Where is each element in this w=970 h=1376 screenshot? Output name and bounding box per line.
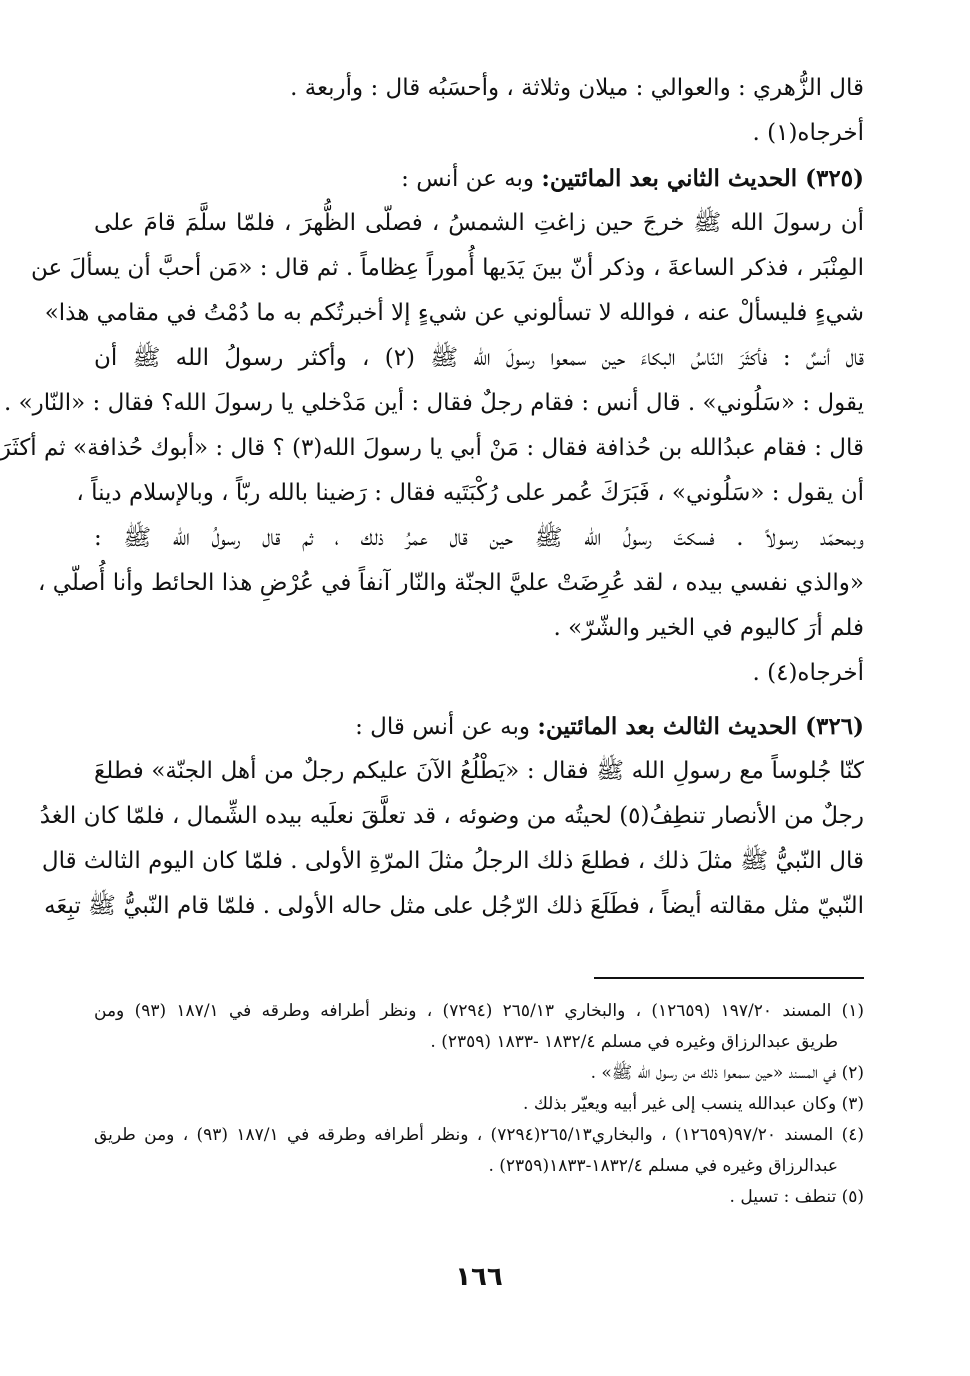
text-line-13: فلم أرَ كاليوم في الخير والشّرّ» .: [553, 615, 864, 641]
text-line-4: أن رسولَ الله ﷺ خرجَ حين زاغتِ الشمسُ ، فصلّى الظُّهرَ ، فلمّا سلَّمَ قامَ على: [94, 210, 864, 236]
footnote-4: (٤) المسند ٩٧/٢٠(١٢٦٥٩) ، والبخاري٢٦٥/١٣(٧٢٩٤) ، ونظر أطرافه وطرقه في ١٨٧/١ (٩٣) ، ومن طريق: [94, 1125, 865, 1145]
text-line-17: رجلٌ من الأنصار تنطِفُ(٥) لحيتُه من وضوئه ، قد تعلَّقَ نعلَيه بيده الشِّمال ، فلمّا كان الغدُ: [39, 803, 864, 829]
footnote-1: (١) المسند ١٩٧/٢٠ (١٢٦٥٩) ، والبخاري ٢٦٥/١٣ (٧٢٩٤) ، ونظر أطرافه وطرقه في ١٨٧/١ (٩٣) ومن: [94, 1001, 865, 1021]
footnote-1-continued: طريق عبدالرزاق وغيره في مسلم ١٨٣٢/٤ -١٨٣٣ (٢٣٥٩) .: [430, 1032, 838, 1052]
hadith-heading-326-title: (٣٢٦) الحديث الثالث بعد المائتين:: [537, 713, 864, 740]
text-line-7: قال أنسٌ : فأكثَرَ النّاسُ البكاءَ حين سمعوا رسولَ الله ﷺ (٢) ، وأكثر رسولُ الله ﷺ أن: [94, 345, 864, 371]
text-line-12: «والذي نفسي بيده ، لقد عُرِضَتْ عليَّ الجنّة والنّار آنفاً في عُرْضِ هذا الحائط وأنا أُصلّي ،: [37, 570, 864, 596]
text-line-5: المِنْبَر ، فذكر الساعةَ ، وذكر أنّ بينَ يَدَيها أُموراً عِظاماً . ثم قال : «مَن أحبَّ أن يسألَ عن: [30, 255, 864, 281]
footnote-2: (٢) في المسند «حين سمعوا ذلك من رسول الله ﷺ» .: [590, 1063, 864, 1083]
hadith-heading-326-rest: وبه عن أنس قال :: [355, 714, 538, 740]
footnote-5: (٥) تنطف : تسيل .: [729, 1187, 864, 1207]
footnote-4-continued: عبدالرزاق وغيره في مسلم ١٨٣٢/٤-١٨٣٣(٢٣٥٩) .: [488, 1156, 838, 1176]
text-line-16: كنّا جُلوساً مع رسولِ الله ﷺ فقال : «يَطْلُعُ الآنَ عليكم رجلٌ من أهل الجنّة» فطلعَ: [94, 758, 864, 784]
hadith-heading-326: [94, 704, 864, 749]
text-line-18: قال النّبيُّ ﷺ مثلَ ذلك ، فطلعَ ذلك الرجلُ مثلَ المرّةِ الأولى . فلمّا كان اليوم الثالث قال: [41, 848, 864, 874]
text-line-11: وبمحمّد رسولاً . فسكتَ رسولُ الله ﷺ حين قال عمرُ ذلك ، ثم قال رسولُ الله ﷺ :: [94, 525, 864, 551]
text-line-2: أخرجاه(١) .: [752, 120, 864, 146]
hadith-heading-325-rest: وبه عن أنس :: [401, 166, 542, 192]
text-line-6: شيءٍ فليسألْ عنه ، فوالله لا تسألوني عن شيءٍ إلا أخبرتُكم به ما دُمْتُ في مقامي هذا»: [44, 300, 864, 326]
text-line-8: يقول : «سَلُوني» . قال أنس : فقام رجلٌ فقال : أين مَدْخلي يا رسولَ الله؟ فقال : «النّار» .: [3, 390, 864, 416]
hadith-heading-325: [94, 156, 864, 201]
text-line-9: قال : فقام عبدُالله بن حُذافة فقال : مَنْ أبي يا رسولَ الله(٣) ؟ قال : «أبوك حُذافة» ثم أكثَرَ: [0, 435, 864, 461]
main-text: [0, 66, 864, 929]
text-line-1: قال الزُّهري : والعوالي : ميلان وثلاثة ، وأحسَبُه قال : وأربعة .: [290, 75, 864, 101]
footnote-3: (٣) وكان عبدالله ينسب إلى غير أبيه ويعيّر بذلك .: [523, 1094, 864, 1114]
footnotes: [94, 996, 864, 1213]
footnote-divider: [594, 977, 864, 979]
hadith-heading-325-title: (٣٢٥) الحديث الثاني بعد المائتين:: [541, 165, 864, 192]
page-number: ١٦٦: [455, 1262, 503, 1292]
text-line-14: أخرجاه(٤) .: [752, 660, 864, 686]
text-line-19: النّبيّ مثل مقالته أيضاً ، فطَلَعَ ذلك الرّجُل على مثل حاله الأولى . فلمّا قام النّبيُّ ﷺ تبِعَه: [44, 893, 864, 919]
text-line-10: أن يقول : «سَلُوني» ، فَبَرَكَ عُمر على رُكْبَتَيه فقال : رَضينا بالله ربّاً ، وبالإسلام ديناً ،: [76, 480, 864, 506]
